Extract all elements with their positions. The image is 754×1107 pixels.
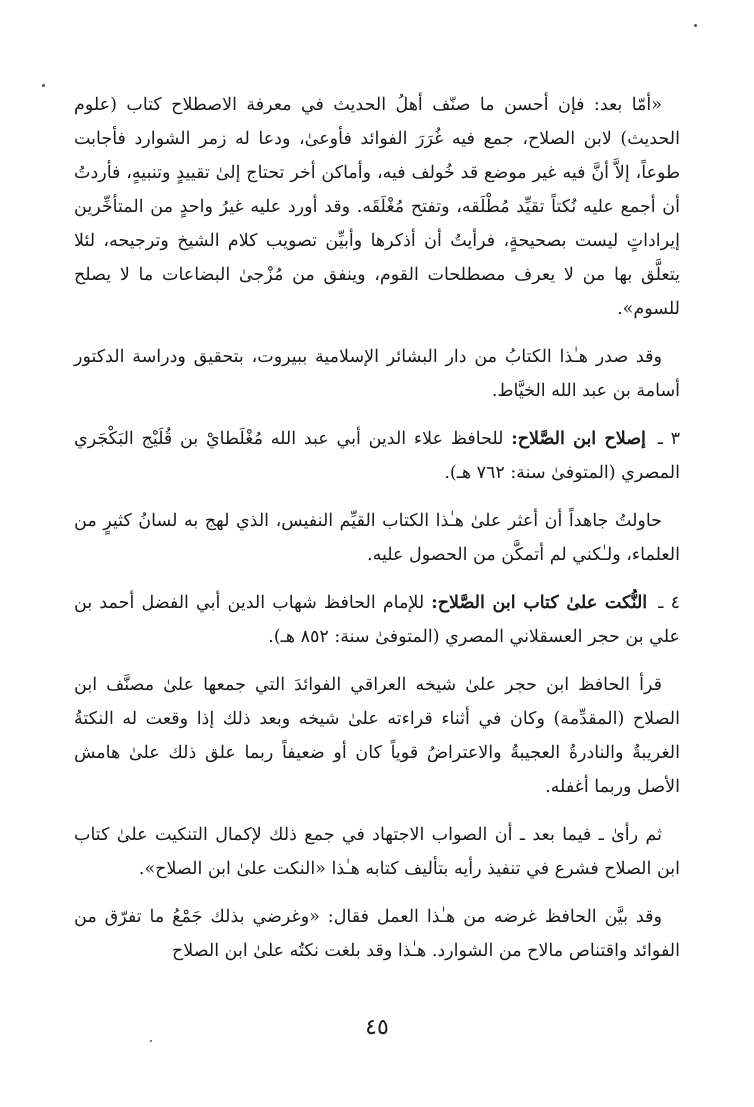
body-paragraph: [74, 900, 680, 968]
entry-heading: إصلاح ابن الصَّلاح:: [511, 429, 646, 449]
body-paragraph: [74, 668, 680, 804]
note-paragraph: [74, 504, 680, 572]
page-body: [74, 88, 680, 968]
paragraph-text: حاولتُ جاهداً أن أعثر علىٰ هـٰذا الكتاب القيِّم النفيس، الذي لهج به لسانُ كثيرٍ من العلماء، ولـٰكني لم أتمكَّن من الحصول عليه.: [74, 511, 680, 565]
paragraph-text: وقد بيَّن الحافظ غرضه من هـٰذا العمل فقال: «وغرضي بذلك جَمْعُ ما تفرّق من الفوائد واقتناص مالاح من الشوارد. هـٰذا وقد بلغت نكتُه علىٰ ابن الصلاح: [74, 907, 680, 961]
paragraph-text: قرأ الحافظ ابن حجر علىٰ شيخه العراقي الفوائدَ التي جمعها علىٰ مصنَّف ابن الصلاح (المقدِّمة) وكان في أثناء قراءته علىٰ شيخه وبعد ذلك إذا وقعت له النكتةُ الغريبةُ والنادرةُ العجيبةُ والاعتراضُ قوياً كان أو ضعيفاً ربما علق ذلك علىٰ هامش الأصل وربما أغفله.: [74, 675, 680, 797]
publication-paragraph: [74, 340, 680, 408]
book-entry-3: [74, 422, 680, 490]
quote-paragraph: [74, 88, 680, 326]
paragraph-text: «أمّا بعد: فإن أحسن ما صنّف أهلُ الحديث في معرفة الاصطلاح كتاب (علوم الحديث) لابن الصلاح، جمع فيه غُرَرَ الفوائد فأوعىٰ، ودعا له زمر الشوارد فأجابت طوعاً، إلاَّ أنَّ فيه غير موضع قد خُولف فيه، وأماكن أخر تحتاج إلىٰ تقييدٍ وتنبيهٍ، فأردتُ أن أجمع عليه نُكتاً تقيِّد مُطْلَقه، وتفتح مُغْلَقَه. وقد أورد عليه غيرُ واحدٍ من المتأخِّرين إيراداتٍ ليست بصحيحةٍ، فرأيتُ أن أذكرها وأبيِّن تصويب كلام الشيخ وترجيحه، لئلا يتعلَّق بها من لا يعرف مصطلحات القوم، وينفق من مُزْجىٰ البضاعات ما لا يصلح للسوم».: [74, 95, 680, 319]
book-entry-4: [74, 586, 680, 654]
entry-text: للإمام الحافظ شهاب الدين أبي الفضل أحمد بن علي بن حجر العسقلاني المصري (المتوفىٰ سنة: ٨٥٢ هـ).: [74, 593, 680, 647]
scan-speck: [694, 24, 697, 27]
body-paragraph: [74, 818, 680, 886]
scan-speck: [150, 1040, 152, 1042]
entry-heading: النُّكت علىٰ كتاب ابن الصَّلاح:: [431, 593, 648, 613]
paragraph-text: ثم رأىٰ ـ فيما بعد ـ أن الصواب الاجتهاد في جمع ذلك لإكمال التنكيت علىٰ كتاب ابن الصلاح فشرع في تنفيذ رأيه بتأليف كتابه هـٰذا «النكت علىٰ ابن الصلاح».: [74, 825, 680, 879]
entry-text: للحافظ علاء الدين أبي عبد الله مُغْلَطايْ بن قُلَيْج البَكْجَري المصري (المتوفىٰ سنة: ٧٦٢ هـ).: [74, 429, 680, 483]
entry-number: ٣ ـ: [657, 429, 680, 449]
entry-number: ٤ ـ: [658, 593, 680, 613]
paragraph-text: وقد صدر هـٰذا الكتابُ من دار البشائر الإسلامية ببيروت، بتحقيق ودراسة الدكتور أسامة بن عبد الله الخيَّاط.: [74, 347, 680, 401]
page-number: ٤٥: [365, 1015, 389, 1040]
scan-speck: [42, 84, 45, 87]
